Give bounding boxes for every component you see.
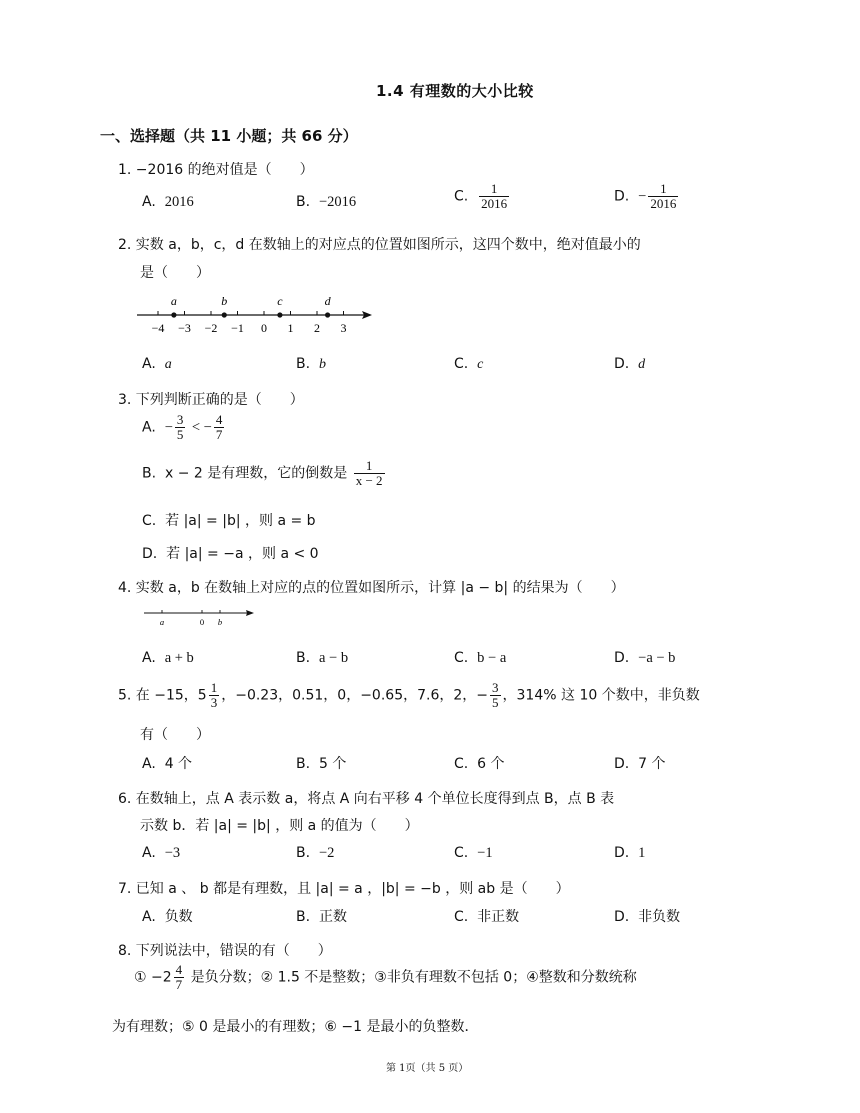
tick-label: −2: [204, 321, 218, 335]
q2-stem-line2: 是（ ）: [140, 265, 210, 281]
fraction: $\frac{1}{2016}$: [481, 181, 508, 211]
point-dot: [325, 312, 330, 317]
point-dot: [171, 312, 176, 317]
option-label: C.: [454, 845, 469, 861]
page-footer: 第 1页（共 5 页）: [386, 1063, 469, 1074]
option-text: a + b: [164, 650, 194, 666]
option-text: −3: [164, 845, 181, 861]
option-text: 若 |a| = |b| ，则 a = b: [165, 513, 316, 529]
option-text: 2016: [164, 194, 194, 210]
point-label: c: [277, 294, 283, 308]
fraction: $\frac{1}{x - 2}$: [355, 458, 383, 488]
q6-stem-line1: 6. 在数轴上，点 A 表示数 a，将点 A 向右平移 4 个单位长度得到点 B，点 B 表: [118, 791, 615, 807]
q2-option-c[interactable]: [454, 356, 483, 373]
point-label: a: [170, 294, 177, 308]
q2-number-line-figure: [132, 288, 382, 336]
tick-label: −4: [151, 321, 165, 335]
option-text: 非负数: [638, 909, 681, 925]
section-heading: 一、选择题（共 11 小题；共 66 分）: [100, 127, 358, 145]
q1-stem: 1. −2016 的绝对值是（ ）: [118, 162, 314, 178]
option-label: B.: [142, 465, 157, 482]
option-label: C.: [454, 188, 469, 205]
q7-stem: 7. 已知 a 、 b 都是有理数，且 |a| = a ，|b| = −b ，则 ab 是（ ）: [118, 881, 570, 897]
option-text: c: [477, 357, 484, 372]
option-label: B.: [296, 650, 311, 666]
q6-option-a[interactable]: [142, 845, 180, 862]
option-label: A.: [142, 356, 156, 372]
q5-option-c[interactable]: [454, 753, 505, 773]
fraction: $\frac{4}{7}$: [215, 412, 223, 442]
q3-option-d[interactable]: [142, 543, 319, 563]
q8-stem: 8. 下列说法中，错误的有（ ）: [118, 943, 332, 959]
q4-option-a[interactable]: [142, 650, 194, 667]
fraction: $\frac{3}{5}$: [492, 680, 499, 710]
point-label: d: [324, 294, 331, 308]
axis-label: a: [159, 617, 165, 627]
page-title: 1.4 有理数的大小比较: [376, 82, 534, 100]
option-text: 5 个: [318, 756, 347, 772]
option-text: b: [318, 357, 326, 372]
q4-option-b[interactable]: [296, 650, 348, 667]
q6-option-b[interactable]: [296, 845, 334, 862]
axis-arrow: [246, 610, 254, 616]
q1-option-b[interactable]: [296, 194, 356, 211]
q3-option-a[interactable]: A. − $\frac{3}{5}$ < − $\frac{4}{7}$: [142, 412, 223, 442]
fraction: $\frac{1}{2016}$: [650, 181, 677, 211]
fraction: $\frac{4}{7}$: [175, 962, 183, 992]
option-text: 6 个: [477, 756, 505, 772]
point-label: b: [221, 294, 228, 308]
q6-option-d[interactable]: [614, 845, 645, 862]
option-label: D.: [614, 909, 630, 925]
option-text: −a − b: [638, 650, 676, 666]
q7-option-d[interactable]: [614, 906, 680, 926]
option-label: A.: [142, 909, 156, 925]
option-text: b − a: [477, 650, 507, 666]
q4-stem: 4. 实数 a，b 在数轴上对应的点的位置如图所示，计算 |a − b| 的结果为（ ）: [118, 580, 625, 596]
q1-option-c[interactable]: [454, 182, 511, 211]
q4-number-line-figure: [140, 604, 260, 630]
q5-stem-line2: 有（ ）: [140, 727, 210, 743]
q3-option-c[interactable]: [142, 510, 316, 530]
fraction: $\frac{3}{5}$: [176, 412, 184, 442]
axis-points: [171, 294, 332, 318]
option-label: C.: [142, 513, 157, 529]
tick-label: −1: [231, 321, 244, 335]
q3-stem: 3. 下列判断正确的是（ ）: [118, 392, 304, 408]
q5-option-b[interactable]: [296, 753, 346, 773]
q2-option-b[interactable]: [296, 356, 326, 373]
option-label: C.: [454, 909, 469, 925]
option-label: D.: [614, 650, 630, 666]
option-label: D.: [614, 356, 630, 372]
tick-label: 2: [314, 321, 320, 335]
option-label: B.: [296, 909, 311, 925]
fraction: $\frac{1}{3}$: [210, 680, 218, 710]
tick-label: 3: [340, 321, 347, 335]
option-label: D.: [614, 188, 630, 205]
option-text: 负数: [164, 909, 193, 925]
option-label: D.: [614, 756, 630, 772]
axis-label: b: [217, 617, 223, 627]
q7-option-c[interactable]: [454, 906, 519, 926]
q8-line2: 为有理数；⑤ 0 是最小的有理数；⑥ −1 是最小的负整数．: [112, 1019, 479, 1035]
q5-option-a[interactable]: [142, 753, 192, 773]
option-text: 非正数: [477, 909, 520, 925]
option-label: A.: [142, 756, 156, 772]
option-text: −2016: [318, 194, 357, 210]
option-text: 1: [638, 845, 646, 861]
q3-option-b[interactable]: [142, 459, 387, 488]
option-label: A.: [142, 419, 156, 436]
option-text: 若 |a| = −a ，则 a < 0: [166, 546, 319, 562]
point-dot: [222, 312, 227, 317]
tick-label: 1: [287, 321, 294, 335]
option-text: −2: [318, 845, 335, 861]
tick-label: 0: [261, 321, 267, 335]
tick-label: −3: [178, 321, 191, 335]
option-label: D.: [614, 845, 630, 861]
q5-stem-line1: 5. 在 −15，5 $\frac{1}{3}$ ，−0.23，0.51，0，−0.65，7.6，2，− $\frac{3}{5}$ ，314% 这 10 个数中，非负数: [118, 680, 700, 710]
option-text: 正数: [318, 909, 347, 925]
q6-stem-line2: 示数 b．若 |a| = |b| ，则 a 的值为（ ）: [140, 818, 419, 834]
option-label: A.: [142, 845, 156, 861]
option-label: C.: [454, 356, 469, 372]
q5-option-d[interactable]: [614, 753, 666, 773]
q2-option-a[interactable]: [142, 356, 172, 373]
axis-label: 0: [199, 617, 205, 627]
option-label: A.: [142, 650, 156, 666]
point-dot: [277, 312, 282, 317]
option-label: D.: [142, 546, 158, 562]
q1-option-d[interactable]: D. − $\frac{1}{2016}$: [614, 181, 677, 211]
option-label: C.: [454, 650, 469, 666]
option-text: a: [164, 357, 172, 372]
q4-option-d[interactable]: [614, 650, 675, 667]
q6-option-c[interactable]: [454, 845, 493, 862]
q1-option-a[interactable]: [142, 194, 194, 211]
q7-option-a[interactable]: [142, 906, 193, 926]
option-label: B.: [296, 356, 311, 372]
option-text: x − 2 是有理数，它的倒数是: [164, 465, 348, 482]
option-label: B.: [296, 845, 311, 861]
q8-line1: ① −2 $\frac{4}{7}$ 是负分数；② 1.5 不是整数；③非负有理数不包括 0；④整数和分数统称: [134, 962, 637, 992]
option-text: −1: [477, 845, 493, 861]
option-text: d: [638, 357, 646, 372]
option-text: 4 个: [164, 756, 193, 772]
q2-stem-line1: 2. 实数 a，b，c，d 在数轴上的对应点的位置如图所示，这四个数中，绝对值最小的: [118, 237, 641, 253]
q7-option-b[interactable]: [296, 906, 347, 926]
option-label: C.: [454, 756, 469, 772]
option-text: 7 个: [638, 756, 666, 772]
option-label: B.: [296, 194, 311, 210]
q2-option-d[interactable]: [614, 356, 645, 373]
option-label: A.: [142, 194, 156, 210]
q4-option-c[interactable]: [454, 650, 506, 667]
option-text: a − b: [318, 650, 349, 666]
option-label: B.: [296, 756, 311, 772]
